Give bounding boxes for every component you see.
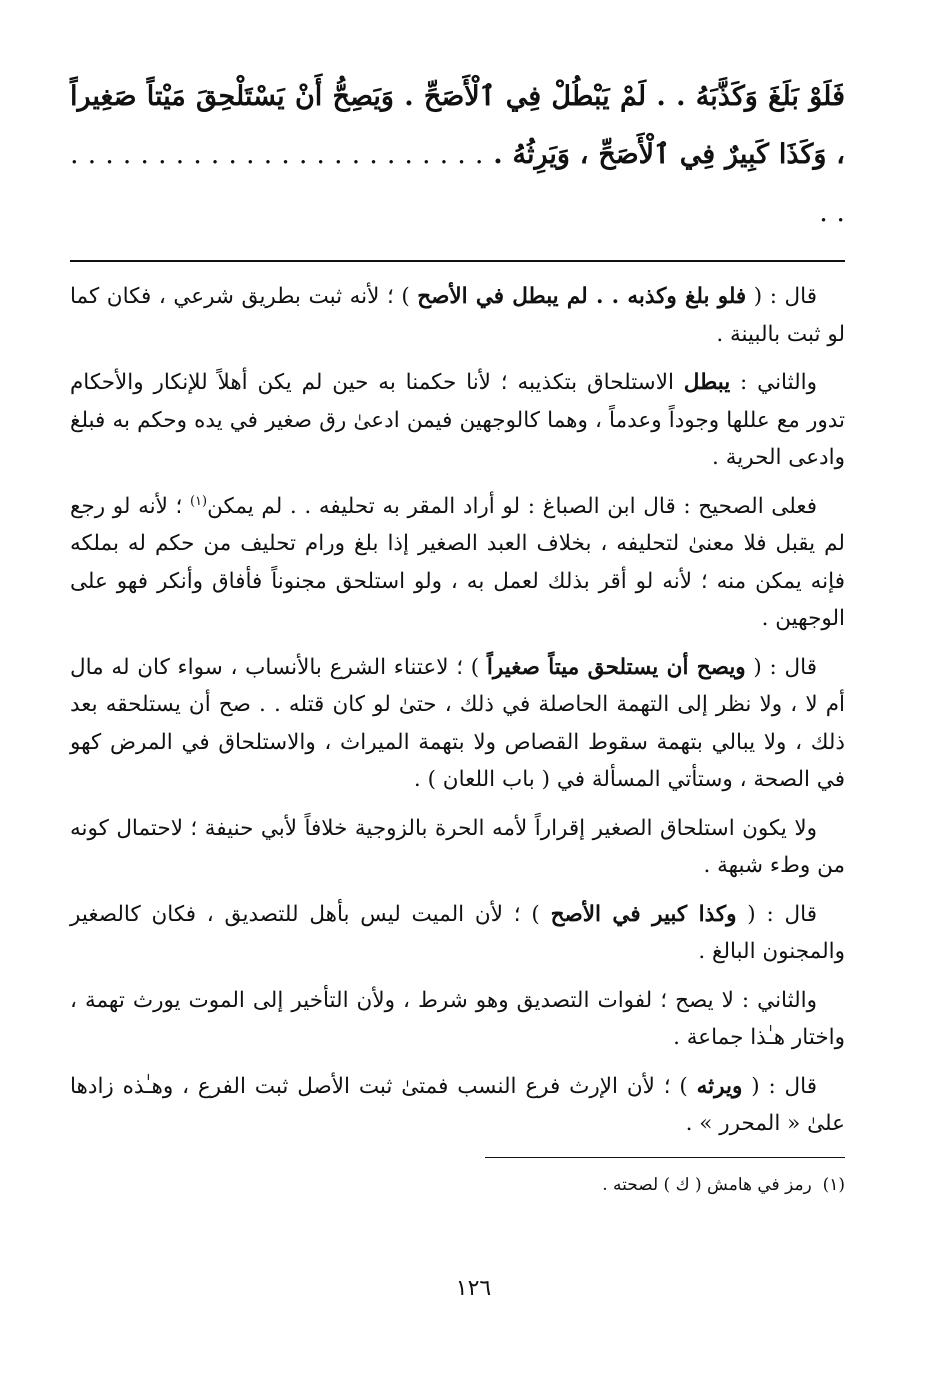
commentary-paragraph-5 — [70, 810, 845, 885]
matn-content: فَلَوْ بَلَغَ وَكَذَّبَهُ . . لَمْ يَبْطُلْ فِي ٱلْأَصَحِّ . وَيَصِحُّ أَنْ يَسْتَلْحِقَ مَيْتاً صَغِيراً ، وَكَذَا كَبِيرٌ فِي ٱلْأَصَحِّ ، وَيَرِثُهُ . — [70, 81, 845, 170]
paragraph-text: ) ؛ لاعتناء الشرع بالأنساب ، سواء كان له مال أم لا ، ولا نظر إلى التهمة الحاصلة في ذلك ، حتىٰ لو كان قتله . . صح أن يستلحقه بعد ذلك ، ولا يبالي بتهمة سقوط القصاص ولا بتهمة الميراث ، والاستلحاق في المرض كهو في الصحة ، وستأتي المسألة في ( باب اللعان ) . — [70, 654, 845, 792]
commentary-paragraph-3 — [70, 488, 845, 638]
paragraph-text: قال : ( — [745, 654, 817, 680]
commentary-paragraph-2 — [70, 364, 845, 477]
footnote-marker: (١) — [822, 1174, 845, 1195]
footnote-separator-line — [485, 1157, 845, 1158]
paragraph-text: الاستلحاق بتكذيبه ؛ لأنا حكمنا به حين لم يكن أهلاً للإنكار والأحكام تدور مع عللها وجوداً وعدماً ، وهما كالوجهين فيمن ادعىٰ رق صغير في يده وحكم به فبلغ وادعى الحرية . — [70, 370, 845, 470]
commentary-paragraph-6 — [70, 896, 845, 971]
paragraph-text: ) ؛ لأنه ثبت بطريق شرعي ، فكان كما لو ثبت بالبينة . — [70, 284, 845, 347]
paragraph-text: والثاني : لا يصح ؛ لفوات التصديق وهو شرط ، ولأن التأخير إلى الموت يورث تهمة ، واختار هـٰذا جماعة . — [70, 987, 845, 1050]
quoted-matn: فلو بلغ وكذبه . . لم يبطل في الأصح — [417, 284, 747, 309]
footnote-text: رمز في هامش ( ك ) لصحته . — [602, 1174, 812, 1195]
paragraph-text: ولا يكون استلحاق الصغير إقراراً لأمه الحرة بالزوجية خلافاً لأبي حنيفة ؛ لاحتمال كونه من وطء شبهة . — [70, 815, 845, 878]
paragraph-text: ؛ لأنه لو رجع لم يقبل فلا معنىٰ لتحليفه ، بخلاف العبد الصغير إذا بلغ ورام تحليف من حكم له بملكه فإنه يمكن منه ؛ لأنه لو أقر بذلك لعمل به ، ولو استلحق مجنوناً فأفاق وأنكر فهو على الوجهين . — [70, 493, 845, 631]
matn-text — [70, 68, 845, 242]
matn-dots: . . . . . . . . . . . . . . . . . . . . . . . . . . — [70, 139, 845, 228]
paragraph-text: قال : ( — [736, 901, 817, 927]
footnote-reference[interactable]: (١) — [189, 493, 208, 509]
commentary-paragraph-1 — [70, 278, 845, 353]
commentary-paragraph-8 — [70, 1068, 845, 1143]
paragraph-text: ) ؛ لأن الإرث فرع النسب فمتىٰ ثبت الأصل ثبت الفرع ، وهـٰذه زادها علىٰ « المحرر » . — [70, 1073, 845, 1136]
paragraph-text: فعلى الصحيح : قال ابن الصباغ : لو أراد المقر به تحليفه . . لم يمكن — [207, 493, 817, 519]
quoted-matn: ويرثه — [696, 1073, 743, 1099]
paragraph-text: ) ؛ لأن الميت ليس بأهل للتصديق ، فكان كالصغير والمجنون البالغ . — [70, 901, 845, 964]
page-body — [70, 60, 845, 1200]
matn-separator-line — [70, 260, 845, 262]
quoted-matn: وكذا كبير في الأصح — [550, 901, 737, 927]
page-number: ١٢٦ — [455, 1276, 492, 1301]
quoted-matn: يبطل — [683, 370, 731, 395]
quoted-matn: ويصح أن يستلحق ميتاً صغيراً — [486, 654, 746, 680]
paragraph-text: قال : ( — [746, 284, 817, 309]
footnote — [70, 1170, 845, 1200]
commentary-paragraph-7 — [70, 982, 845, 1057]
paragraph-text: والثاني : — [730, 370, 818, 395]
commentary-paragraph-4 — [70, 649, 845, 799]
paragraph-text: قال : ( — [742, 1073, 817, 1099]
